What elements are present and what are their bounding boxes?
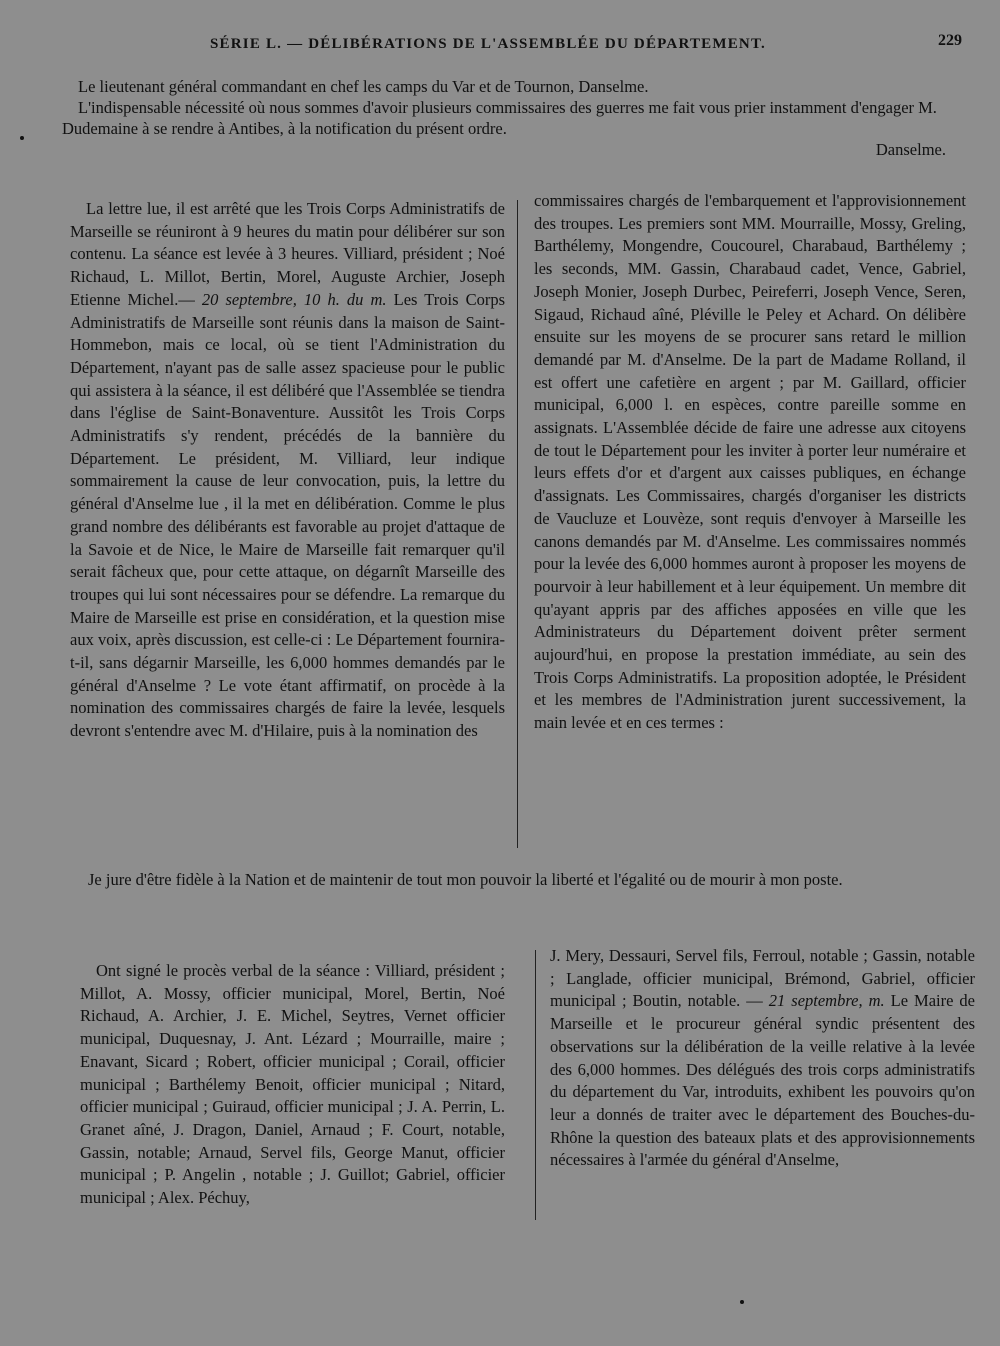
section1-right-column: [534, 190, 966, 735]
section2-right-text: [550, 945, 975, 1172]
letter-signature: Danselme.: [875, 140, 946, 159]
quoted-letter: [62, 76, 966, 160]
letter-line-1: Le lieutenant général commandant en chef les camps du Var et de Tournon, Danselme.: [78, 77, 649, 96]
bottom-speck: [740, 1300, 744, 1304]
oath-paragraph: Je jure d'être fidèle à la Nation et de maintenir de tout mon pouvoir la liberté et l'égalité ou de mourir à mon poste.: [88, 870, 843, 889]
section1-left-part-b: Les Trois Corps Administratifs de Marseille sont réunis dans la maison de Saint-Hommebon, mais ce local, où se tient l'Administration du Département, n'ayant pas de salle assez spacieuse pour le public qui assistera à la séance, il est délibéré que l'Assemblée se tiendra dans l'église de Saint-Bonaventure. Aussitôt les Trois Corps Administratifs s'y rendent, précédés de la bannière du Département. Le président, M. Villiard, leur indique sommairement la cause de leur convocation, puis, la lettre du général d'Anselme lue , il la met en délibération. Comme le plus grand nombre des délibérants est favorable au projet d'attaque de la Savoie et de Nice, le Maire de Marseille fait remarquer qu'il serait fâcheux que, pour cette attaque, on dégarnît Marseille des troupes qui lui sont nécessaires pour se défendre. La remarque du Maire de Marseille est prise en considération, et la question mise aux voix, après discussion, est celle-ci : Le Département fournira-t-il, sans dégarnir Marseille, les 6,000 hommes demandés par le général d'Anselme ? Le vote étant affirmatif, on procède à la nomination des commissaires chargés de faire la levée, lesquels devront s'entendre avec M. d'Hilaire, puis à la nomination des: [70, 289, 505, 741]
section1-date: 20 septembre, 10 h. du m.: [201, 289, 387, 309]
section2-left-column: [80, 960, 505, 1210]
section2-right-part-a: J. Mery, Dessauri, Servel fils, Ferroul, notable ; Gassin, notable ; Langlade, officier municipal, Brémond, Gabriel, officier municipal ; Boutin, notable. —: [550, 946, 975, 1011]
column-rule-1: [517, 200, 518, 848]
section2-date: 21 septembre, m.: [768, 991, 885, 1011]
margin-mark: [20, 136, 24, 140]
page-number: 229: [938, 32, 962, 49]
section2-right-part-b: Le Maire de Marseille et le procureur général syndic présentent des observations sur la délibération de la veille relative à la levée des 6,000 hommes. Des délégués des trois corps administratifs du département du Var, introduits, exhibent les pouvoirs qu'on leur a donnés de traiter avec le département des Bouches-du-Rhône la question des bateaux plats et des approvisionnements nécessaires à l'armée du général d'Anselme,: [550, 991, 975, 1170]
letter-body: L'indispensable nécessité où nous sommes d'avoir plusieurs commissaires des guerres me fait vous prier instamment d'engager M. Dudemaine à se rendre à Antibes, à la notification du présent ordre.: [62, 98, 937, 138]
oath-text: [64, 868, 974, 891]
section2-right-column: [550, 945, 975, 1172]
section1-left-part-a: La lettre lue, il est arrêté que les Trois Corps Administratifs de Marseille se réuniront à 9 heures du matin pour délibérer sur son contenu. La séance est levée à 3 heures. Villiard, président ; Noé Richaud, L. Millot, Bertin, Morel, Auguste Archier, Joseph Etienne Michel.—: [70, 199, 505, 309]
running-head: SÉRIE L. — DÉLIBÉRATIONS DE L'ASSEMBLÉE DU DÉPARTEMENT.: [210, 36, 766, 52]
section2-left-text: Ont signé le procès verbal de la séance : Villiard, président ; Millot, A. Mossy, officier municipal, Morel, Bertin, Noé Richaud, A. Archier, J. E. Michel, Seytres, Vernet officier municipal, Duquesnay, J. Ant. Lézard ; Mourraille, maire ; Enavant, Sicard ; Robert, officier municipal ; Corail, officier municipal ; Barthélemy Benoit, officier municipal ; Nitard, officier municipal ; Guiraud, officier municipal ; J. A. Perrin, L. Granet aîné, J. Dragon, Daniel, Arnaud ; F. Court, notable, Gassin, notable; Arnaud, Servel fils, George Manut, officier municipal ; P. Angelin , notable ; J. Guillot; Gabriel, officier municipal ; Alex. Péchuy,: [80, 961, 505, 1208]
section1-right-text: commissaires chargés de l'embarquement et l'approvisionnement des troupes. Les premiers sont MM. Mourraille, Mossy, Greling, Barthélemy, Mongendre, Coucourel, Charabaud, Barthélemy ; les seconds, MM. Gassin, Charabaud cadet, Vence, Gabriel, Joseph Monier, Joseph Durbec, Peireferri, Joseph Vence, Seren, Sigaud, Richaud aîné, Pléville le Peley et Achard. On délibère ensuite sur les moyens de se procurer sans retard le million demandé par M. d'Anselme. De la part de Madame Rolland, il est offert une cafetière en argent ; par M. Gaillard, officier municipal, 6,000 l. en espèces, contre pareille somme en assignats. L'Assemblée décide de faire une adresse aux citoyens de tout le Département pour les inviter à porter leur numéraire et leurs effets d'or et d'argent aux caisses publiques, en échange d'assignats. Les Commissaires, chargés d'organiser les districts de Vaucluze et Louvèze, sont requis d'envoyer à Marseille les canons demandés par M. d'Anselme. Les commissaires nommés pour la levée des 6,000 hommes auront à proposer les moyens de pourvoir à leur habillement et à leur équipement. Un membre dit qu'ayant appris par des affiches apposées en ville que les Administrateurs du Département doivent prêter serment aujourd'hui, en propose la prestation immédiate, au sein des Trois Corps Administratifs. La proposition adoptée, le Président et les membres de l'Administration jurent successivement, la main levée et en ces termes :: [534, 191, 966, 733]
column-rule-2: [535, 950, 536, 1220]
section1-left-text: [70, 198, 505, 743]
section1-left-column: [70, 198, 505, 743]
